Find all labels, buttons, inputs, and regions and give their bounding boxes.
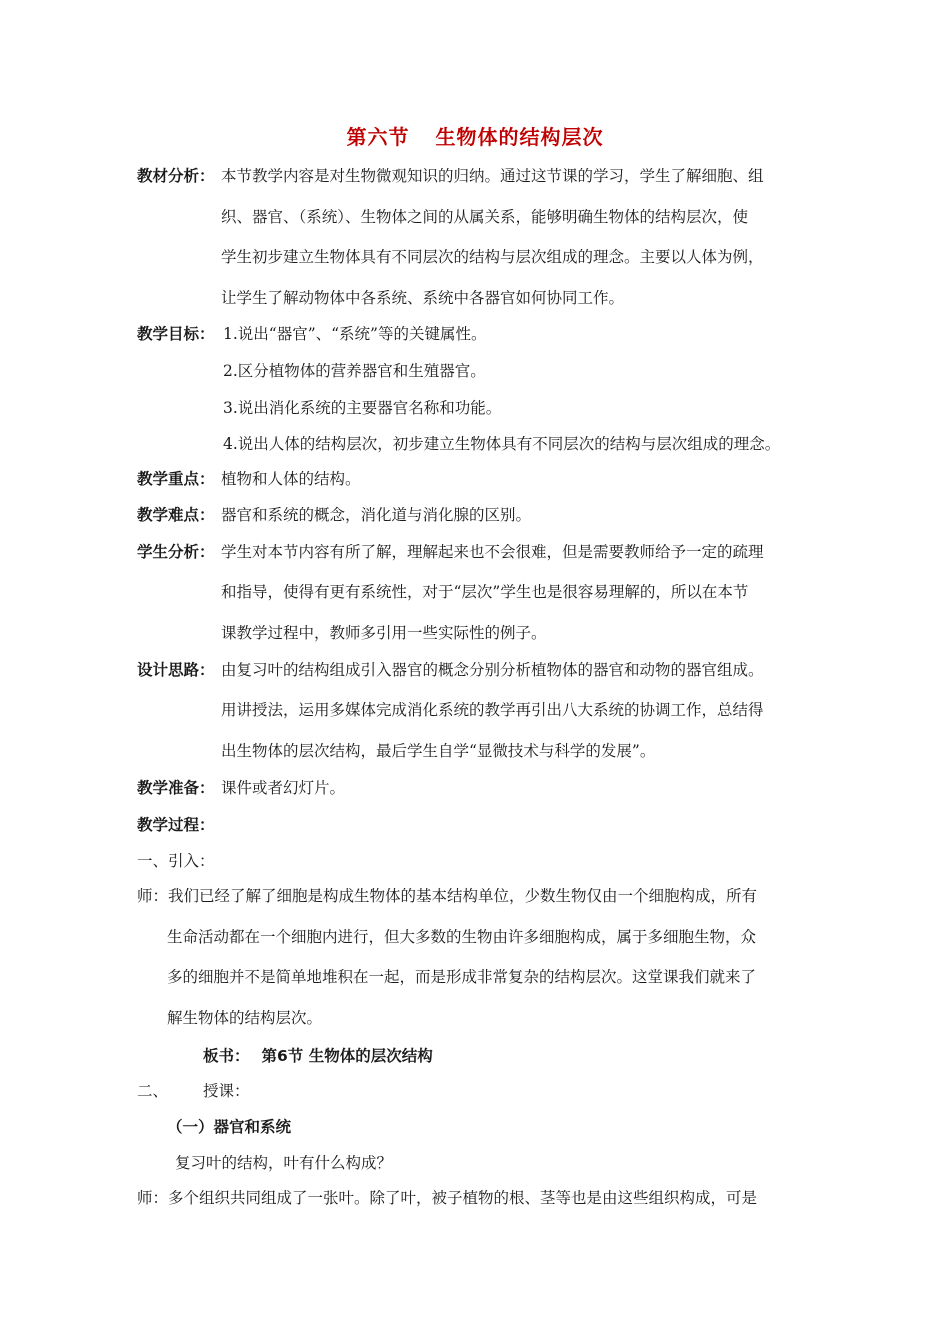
- intro-line: 师：我们已经了解了细胞是构成生物体的基本结构单位，少数生物仅由一个细胞构成，所有: [137, 887, 758, 905]
- review-question: 复习叶的结构，叶有什么构成？: [175, 1154, 393, 1172]
- goal-item: 3.说出消化系统的主要器官名称和功能。: [223, 399, 502, 417]
- prep-text: 课件或者幻灯片。: [221, 779, 346, 797]
- goal-item: 4.说出人体的结构层次，初步建立生物体具有不同层次的结构与层次组成的理念。: [223, 435, 781, 453]
- difficulty-label: 教学难点：: [137, 506, 215, 524]
- key-point-text: 植物和人体的结构。: [221, 470, 361, 488]
- design-label: 设计思路：: [137, 661, 215, 679]
- intro-heading: 一、引入：: [137, 852, 215, 870]
- difficulty-text: 器官和系统的概念，消化道与消化腺的区别。: [221, 506, 532, 524]
- section1-heading: （一）器官和系统: [167, 1118, 292, 1136]
- design-line: 出生物体的层次结构，最后学生自学“显微技术与科学的发展”。: [221, 742, 656, 760]
- analysis-line: 织、器官、（系统）、生物体之间的从属关系，能够明确生物体的结构层次，使: [221, 208, 749, 226]
- analysis-line: 学生初步建立生物体具有不同层次的结构与层次组成的理念。主要以人体为例，: [221, 248, 764, 266]
- students-line: 学生对本节内容有所了解，理解起来也不会很难，但是需要教师给予一定的疏理: [221, 543, 764, 561]
- students-label: 学生分析：: [137, 543, 215, 561]
- intro-line: 多的细胞并不是简单地堆积在一起，而是形成非常复杂的结构层次。这堂课我们就来了: [167, 968, 757, 986]
- analysis-line: 本节教学内容是对生物微观知识的归纳。通过这节课的学习，学生了解细胞、组: [221, 167, 764, 185]
- analysis-label: 教材分析：: [137, 167, 215, 185]
- process-label: 教学过程：: [137, 816, 215, 834]
- lecture-heading: 授课：: [203, 1082, 250, 1100]
- board-label: 板书：: [203, 1047, 250, 1065]
- students-line: 课教学过程中，教师多引用一些实际性的例子。: [221, 624, 547, 642]
- page-title: 第六节 生物体的结构层次: [346, 125, 604, 149]
- design-line: 由复习叶的结构组成引入器官的概念分别分析植物体的器官和动物的器官组成。: [221, 661, 764, 679]
- prep-label: 教学准备：: [137, 779, 215, 797]
- students-line: 和指导，使得有更有系统性，对于“层次”学生也是很容易理解的，所以在本节: [221, 583, 749, 601]
- intro-line: 生命活动都在一个细胞内进行，但大多数的生物由许多细胞构成，属于多细胞生物，众: [167, 928, 757, 946]
- lecture-number: 二、: [137, 1082, 169, 1100]
- teacher-line: 师：多个组织共同组成了一张叶。除了叶，被子植物的根、茎等也是由这些组织构成，可是: [137, 1189, 758, 1207]
- goal-item: 1.说出“器官”、“系统”等的关键属性。: [223, 325, 487, 343]
- board-text: 第6节 生物体的层次结构: [261, 1047, 433, 1065]
- goals-label: 教学目标：: [137, 325, 215, 343]
- analysis-line: 让学生了解动物体中各系统、系统中各器官如何协同工作。: [221, 289, 625, 307]
- design-line: 用讲授法，运用多媒体完成消化系统的教学再引出八大系统的协调工作，总结得: [221, 701, 764, 719]
- intro-line: 解生物体的结构层次。: [167, 1009, 323, 1027]
- key-point-label: 教学重点：: [137, 470, 215, 488]
- goal-item: 2.区分植物体的营养器官和生殖器官。: [223, 362, 486, 380]
- board-note: [203, 1044, 433, 1066]
